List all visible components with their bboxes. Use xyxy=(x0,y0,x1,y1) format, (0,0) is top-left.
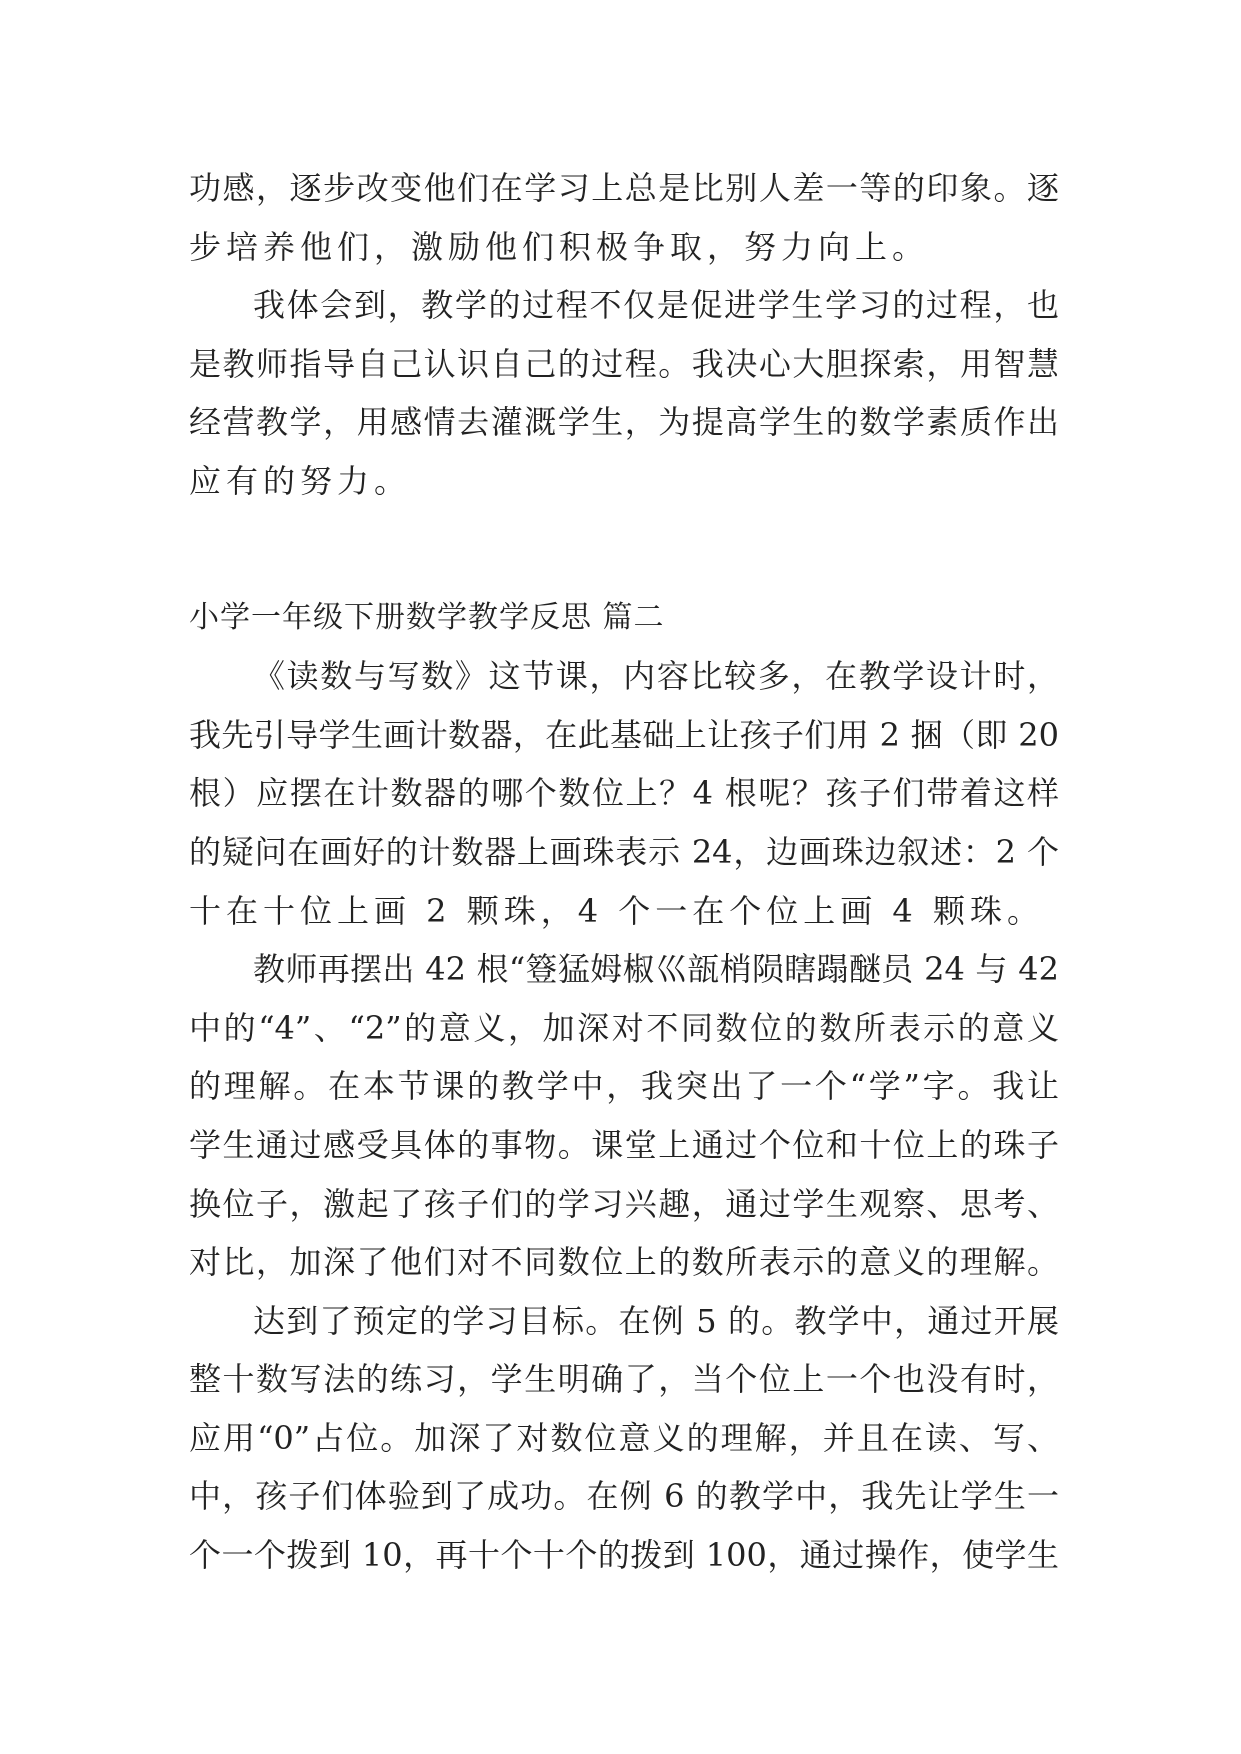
paragraph-3 xyxy=(189,647,1059,940)
text-line: 根）应摆在计数器的哪个数位上？4 根呢？孩子们带着这样 xyxy=(189,774,1059,813)
text-line: 个一个拨到 10，再十个十个的拨到 100，通过操作，使学生 xyxy=(189,1536,1059,1575)
text-line: 换位子，激起了孩子们的学习兴趣，通过学生观察、思考、 xyxy=(189,1184,1059,1223)
text-line: 的疑问在画好的计数器上画珠表示 24，边画珠边叙述：2 个 xyxy=(189,832,1059,871)
section-spacer xyxy=(189,511,1059,589)
text-line: 我体会到，教学的过程不仅是促进学生学习的过程，也 xyxy=(253,286,1059,325)
text-line: 中的“4”、“2”的意义，加深对不同数位的数所表示的意义 xyxy=(189,1008,1059,1047)
text-line: 整十数写法的练习，学生明确了，当个位上一个也没有时， xyxy=(189,1360,1059,1399)
text-line: 对比，加深了他们对不同数位上的数所表示的意义的理解。 xyxy=(189,1243,1059,1282)
section-heading: 小学一年级下册数学教学反思 篇二 xyxy=(189,599,665,635)
text-line: 是教师指导自己认识自己的过程。我决心大胆探索，用智慧 xyxy=(189,344,1059,383)
text-line: 学生通过感受具体的事物。课堂上通过个位和十位上的珠子 xyxy=(189,1125,1059,1164)
text-line: 步培养他们，激励他们积极争取，努力向上。 xyxy=(189,227,930,266)
paragraph-1 xyxy=(189,159,1059,276)
text-line: 《读数与写数》这节课，内容比较多，在教学设计时， xyxy=(253,657,1059,696)
document-body xyxy=(189,159,1059,1585)
text-line: 应用“0”占位。加深了对数位意义的理解，并且在读、写、 xyxy=(189,1418,1059,1457)
text-line: 中，孩子们体验到了成功。在例 6 的教学中，我先让学生一 xyxy=(189,1477,1059,1516)
text-line: 应有的努力。 xyxy=(189,461,412,500)
paragraph-5 xyxy=(189,1292,1059,1585)
text-line: 十在十位上画 2 颗珠，4 个一在个位上画 4 颗珠。 xyxy=(189,891,1044,930)
text-line: 教师再摆出 42 根“簦猛姆椒巛瓿梢陨瞎蹋醚员 24 与 42 xyxy=(253,950,1059,989)
text-line: 我先引导学生画计数器，在此基础上让孩子们用 2 捆（即 20 xyxy=(189,715,1059,754)
paragraph-4 xyxy=(189,940,1059,1292)
paragraph-2 xyxy=(189,276,1059,510)
text-line: 经营教学，用感情去灌溉学生，为提高学生的数学素质作出 xyxy=(189,403,1059,442)
text-line: 达到了预定的学习目标。在例 5 的。教学中，通过开展 xyxy=(253,1301,1059,1340)
text-line: 的理解。在本节课的教学中，我突出了一个“学”字。我让 xyxy=(189,1067,1059,1106)
text-line: 功感，逐步改变他们在学习上总是比别人差一等的印象。逐 xyxy=(189,169,1059,207)
